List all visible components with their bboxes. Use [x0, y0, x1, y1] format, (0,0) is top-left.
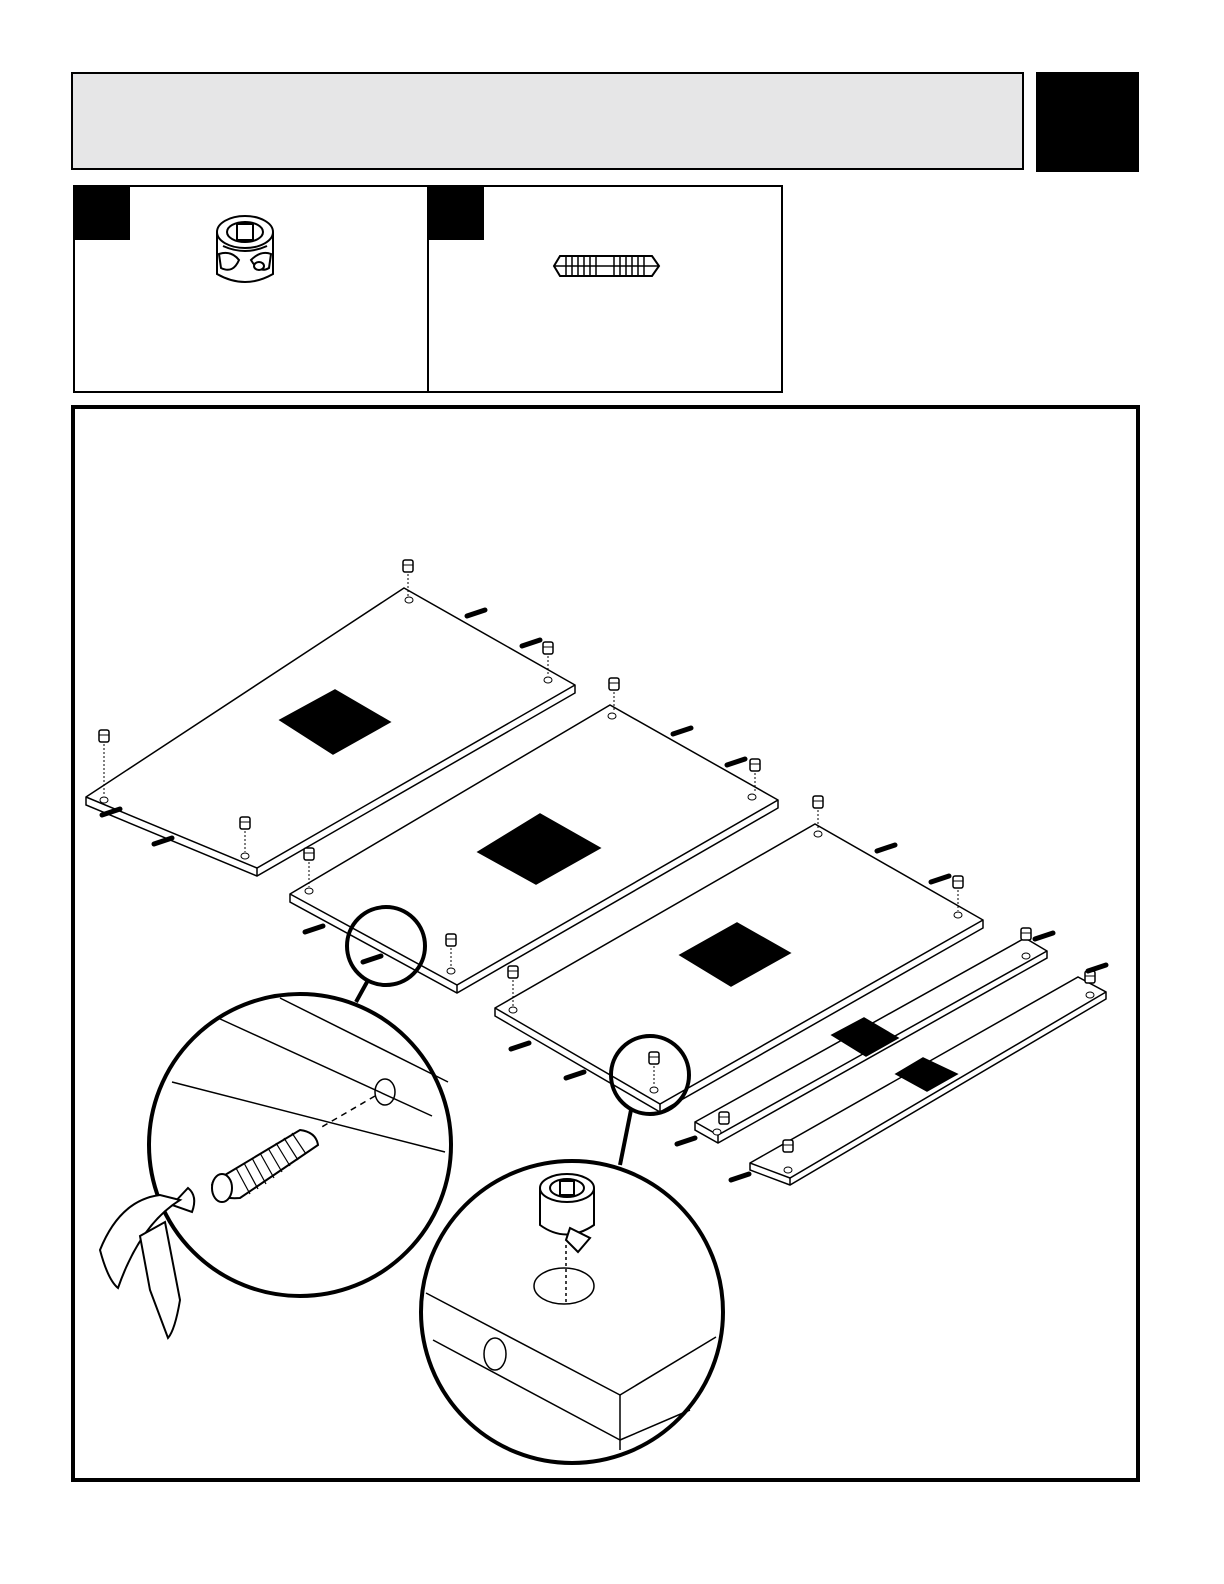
wood-dowel-icon [552, 253, 662, 279]
part-letter-tag [75, 187, 130, 240]
assembly-diagram [71, 405, 1140, 1482]
part-letter-tag [429, 187, 484, 240]
part-cam-lock-cell [75, 187, 427, 391]
parts-list-panel [73, 185, 783, 393]
part-dowel-cell [427, 187, 781, 391]
step-number-box [1036, 72, 1139, 172]
instruction-title-bar [71, 72, 1024, 170]
cam-lock-insertion-detail [421, 1161, 723, 1463]
assembly-illustration-panel [71, 405, 1140, 1482]
cam-lock-icon [205, 202, 285, 292]
dowel-insertion-detail [100, 994, 451, 1338]
